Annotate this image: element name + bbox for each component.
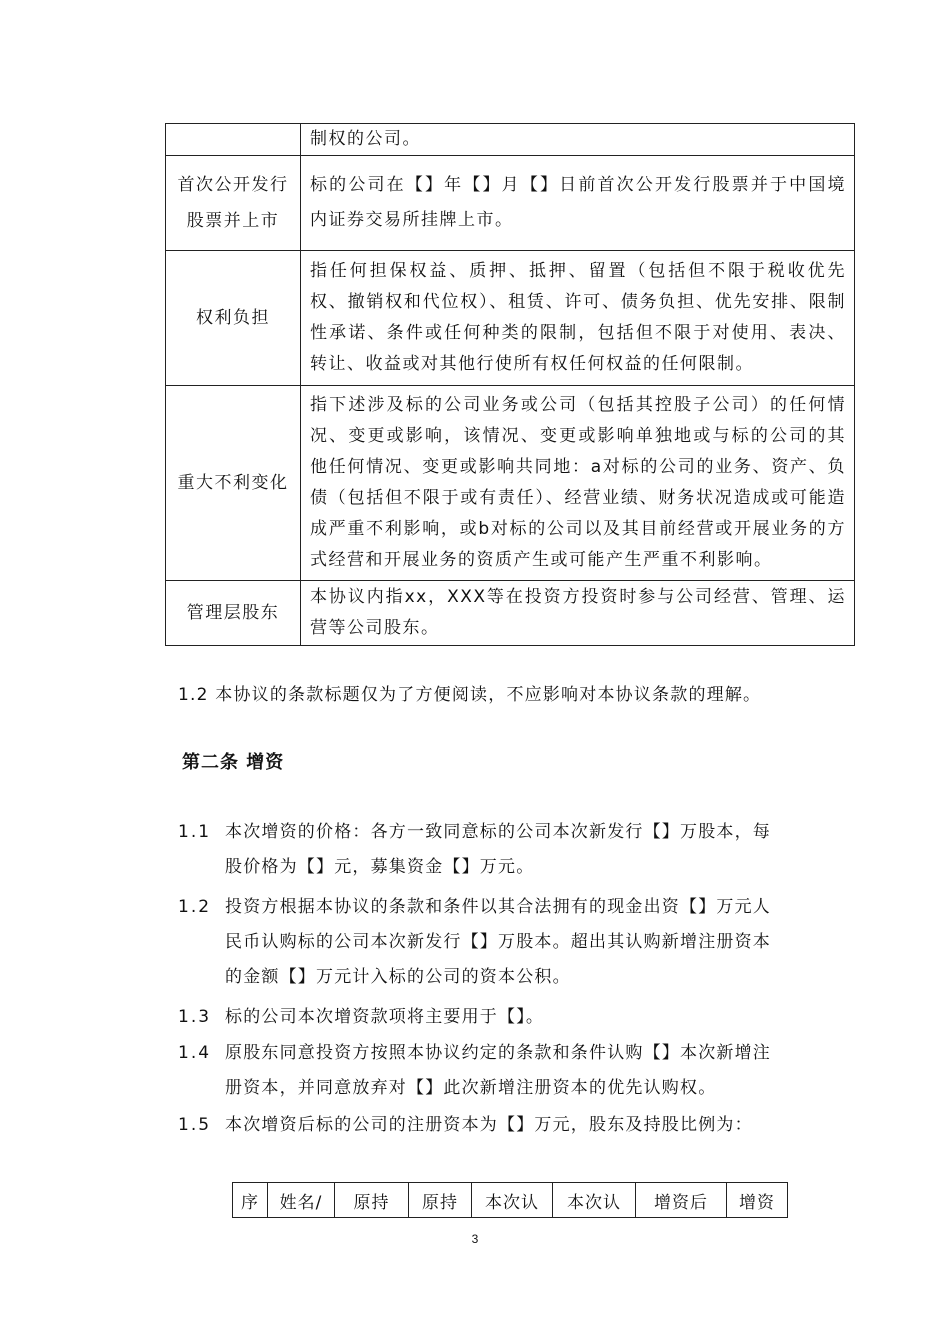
clause-1-2-paragraph: 1.2 本协议的条款标题仅为了方便阅读，不应影响对本协议条款的理解。	[178, 685, 762, 705]
clause-line: 民币认购标的公司本次新发行【】万股本。超出其认购新增注册资本	[225, 932, 771, 952]
definition-term: 重大不利变化	[166, 386, 301, 581]
shareholding-table	[232, 1182, 788, 1218]
table-header-cell: 原持	[409, 1183, 472, 1218]
clause-number: 1.3	[178, 1007, 212, 1027]
definition-term: 首次公开发行股票并上市	[166, 156, 301, 251]
clause-number: 1.5	[178, 1115, 212, 1135]
clause-number: 1.2	[178, 897, 212, 917]
clause-line: 本次增资后标的公司的注册资本为【】万元，股东及持股比例为：	[225, 1115, 753, 1135]
clause-number: 1.1	[178, 822, 212, 842]
definition-term: 管理层股东	[166, 581, 301, 646]
definition-text: 标的公司在【】年【】月【】日前首次公开发行股票并于中国境内证券交易所挂牌上市。	[301, 156, 855, 251]
clause-line: 册资本，并同意放弃对【】此次新增注册资本的优先认购权。	[225, 1078, 717, 1098]
table-header-cell: 姓名/	[268, 1183, 335, 1218]
definition-term: 权利负担	[166, 251, 301, 386]
table-header-cell: 序	[233, 1183, 268, 1218]
clause-line: 股价格为【】元，募集资金【】万元。	[225, 857, 535, 877]
table-header-cell: 增资后	[636, 1183, 727, 1218]
clause-number: 1.4	[178, 1043, 212, 1063]
table-row	[166, 156, 855, 251]
table-row	[166, 251, 855, 386]
definition-text: 指任何担保权益、质押、抵押、留置（包括但不限于税收优先权、撤销权和代位权）、租赁、许可、债务负担、优先安排、限制性承诺、条件或任何种类的限制，包括但不限于对使用、表决、转让、收益或对其他行使所有权任何权益的任何限制。	[301, 251, 855, 386]
clause-line: 本次增资的价格：各方一致同意标的公司本次新发行【】万股本，每	[225, 822, 771, 842]
definition-text: 制权的公司。	[301, 124, 855, 156]
definition-term	[166, 124, 301, 156]
table-row	[166, 581, 855, 646]
table-header-cell: 本次认	[472, 1183, 553, 1218]
clause-line: 标的公司本次增资款项将主要用于【】。	[225, 1007, 545, 1027]
table-row	[166, 124, 855, 156]
table-header-cell: 本次认	[553, 1183, 636, 1218]
clause-line: 的金额【】万元计入标的公司的资本公积。	[225, 967, 571, 987]
definition-text: 本协议内指xx，XXX等在投资方投资时参与公司经营、管理、运营等公司股东。	[301, 581, 855, 646]
clause-line: 投资方根据本协议的条款和条件以其合法拥有的现金出资【】万元人	[225, 897, 771, 917]
section-heading: 第二条 增资	[182, 752, 285, 773]
table-header-cell: 原持	[335, 1183, 409, 1218]
definitions-table	[165, 123, 855, 646]
table-header-row	[233, 1183, 788, 1218]
definition-text: 指下述涉及标的公司业务或公司（包括其控股子公司）的任何情况、变更或影响，该情况、变更或影响单独地或与标的公司的其他任何情况、变更或影响共同地：a对标的公司的业务、资产、负债（包括但不限于或有责任）、经营业绩、财务状况造成或可能造成严重不利影响，或b对标的公司以及其目前经营或开展业务的方式经营和开展业务的资质产生或可能产生严重不利影响。	[301, 386, 855, 581]
page-number: 3	[471, 1232, 479, 1246]
clause-line: 原股东同意投资方按照本协议约定的条款和条件认购【】本次新增注	[225, 1043, 771, 1063]
table-header-cell: 增资	[727, 1183, 788, 1218]
table-row	[166, 386, 855, 581]
